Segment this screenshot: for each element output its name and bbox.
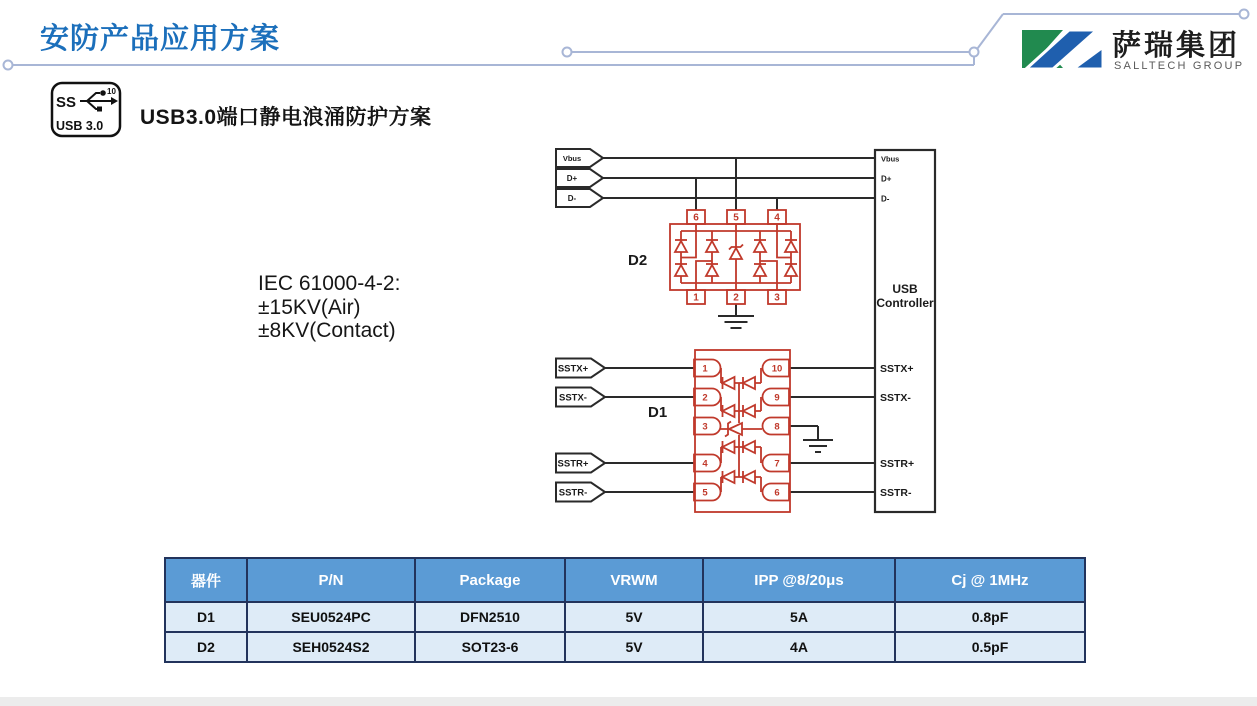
d1-pin6-label: 6 xyxy=(774,487,780,499)
d1-pin4-label: 4 xyxy=(702,458,708,470)
table-cell: D2 xyxy=(165,632,247,662)
tag-vbus-label: Vbus xyxy=(562,154,582,163)
tag-sstr-plus-label: SSTR+ xyxy=(557,458,589,470)
tag-dplus-label: D+ xyxy=(566,174,578,183)
d1-pin7-label: 7 xyxy=(774,458,780,470)
tag-dminus xyxy=(556,189,603,207)
table-header-cell: Package xyxy=(415,558,565,602)
d1-pin5-label: 5 xyxy=(702,487,708,499)
table-cell: SEU0524PC xyxy=(247,602,415,632)
controller-vbus-label: Vbus xyxy=(881,154,900,164)
spec-standard: IEC 61000-4-2: xyxy=(258,272,401,295)
d1-ref-label: D1 xyxy=(648,404,668,421)
decor-circle xyxy=(4,61,13,70)
company-logo xyxy=(1014,18,1249,80)
signal-tags xyxy=(556,149,605,502)
table-cell: D1 xyxy=(165,602,247,632)
table-cell: 0.8pF xyxy=(895,602,1085,632)
circuit-diagram xyxy=(540,140,960,545)
usb-trident-square xyxy=(97,107,102,112)
d2-ref-label: D2 xyxy=(628,252,648,269)
d1-pin1-label: 1 xyxy=(702,363,708,375)
tag-sstr-minus-label: SSTR- xyxy=(558,487,588,499)
table-header-cell: VRWM xyxy=(565,558,703,602)
table-cell: 4A xyxy=(703,632,895,662)
d2-pin2-label: 2 xyxy=(733,292,739,304)
logo-blue-triangle xyxy=(1073,47,1103,69)
table-header-cell: IPP @8/20μs xyxy=(703,558,895,602)
table-row xyxy=(165,632,1085,662)
decor-circle xyxy=(970,48,979,57)
table-cell: SOT23-6 xyxy=(415,632,565,662)
controller-sstx-minus-label: SSTX- xyxy=(880,392,911,404)
usb3-badge-icon xyxy=(48,80,126,140)
controller-sstr-plus-label: SSTR+ xyxy=(880,458,915,470)
usb-ss-label: SS xyxy=(56,94,77,111)
logo-name-en: SALLTECH GROUP xyxy=(1114,60,1245,72)
controller-dplus-label: D+ xyxy=(881,174,892,184)
table-header-row xyxy=(165,558,1085,602)
page-title: 安防产品应用方案 xyxy=(40,23,281,55)
d1-pin8-label: 8 xyxy=(774,421,780,433)
controller-title-line1: USB xyxy=(892,282,918,296)
table-cell: 5V xyxy=(565,632,703,662)
table-cell: 5V xyxy=(565,602,703,632)
d2-pin1-label: 1 xyxy=(693,292,699,304)
esd-spec-text xyxy=(258,272,400,343)
d2-pin3-label: 3 xyxy=(774,292,780,304)
usb-trident-dot xyxy=(100,90,106,96)
tag-dplus xyxy=(556,169,603,187)
usb-badge-label: USB 3.0 xyxy=(56,119,104,133)
table-cell: 0.5pF xyxy=(895,632,1085,662)
usb-speed-label: 10 xyxy=(107,87,116,96)
d1-pin9-label: 9 xyxy=(774,392,780,404)
decor-circle xyxy=(563,48,572,57)
table-cell: DFN2510 xyxy=(415,602,565,632)
tag-sstx-plus-label: SSTX+ xyxy=(557,363,589,375)
table-cell: SEH0524S2 xyxy=(247,632,415,662)
table-header-cell: P/N xyxy=(247,558,415,602)
table-row xyxy=(165,602,1085,632)
controller-title-line2: Controller xyxy=(876,296,934,310)
table-cell: 5A xyxy=(703,602,895,632)
d1-pin3-label: 3 xyxy=(702,421,708,433)
salltech-logo-icon xyxy=(1014,18,1109,80)
controller-sstx-plus-label: SSTX+ xyxy=(880,363,914,375)
screen-bottom-edge xyxy=(0,697,1257,706)
d2-device xyxy=(670,210,800,304)
d1-pin2-label: 2 xyxy=(702,392,708,404)
tag-sstx-minus-label: SSTX- xyxy=(559,392,587,404)
d1-pin10-label: 10 xyxy=(771,363,783,375)
controller-sstr-minus-label: SSTR- xyxy=(880,487,912,499)
table-header-cell: Cj @ 1MHz xyxy=(895,558,1085,602)
decor-diagonal-line xyxy=(978,14,1004,49)
d2-pin4-label: 4 xyxy=(774,212,780,224)
usb-controller-box xyxy=(875,150,935,512)
spec-contact: ±8KV(Contact) xyxy=(258,319,396,342)
logo-name-cn: 萨瑞集团 xyxy=(1112,30,1241,62)
table-header-cell: 器件 xyxy=(165,558,247,602)
d2-pin6-label: 6 xyxy=(693,212,699,224)
parts-table xyxy=(164,557,1086,663)
tag-dminus-label: D- xyxy=(567,194,577,203)
section-subtitle: USB3.0端口静电浪涌防护方案 xyxy=(140,106,432,129)
spec-air: ±15KV(Air) xyxy=(258,295,361,319)
d2-pin5-label: 5 xyxy=(733,212,739,224)
controller-dminus-label: D- xyxy=(881,194,890,204)
